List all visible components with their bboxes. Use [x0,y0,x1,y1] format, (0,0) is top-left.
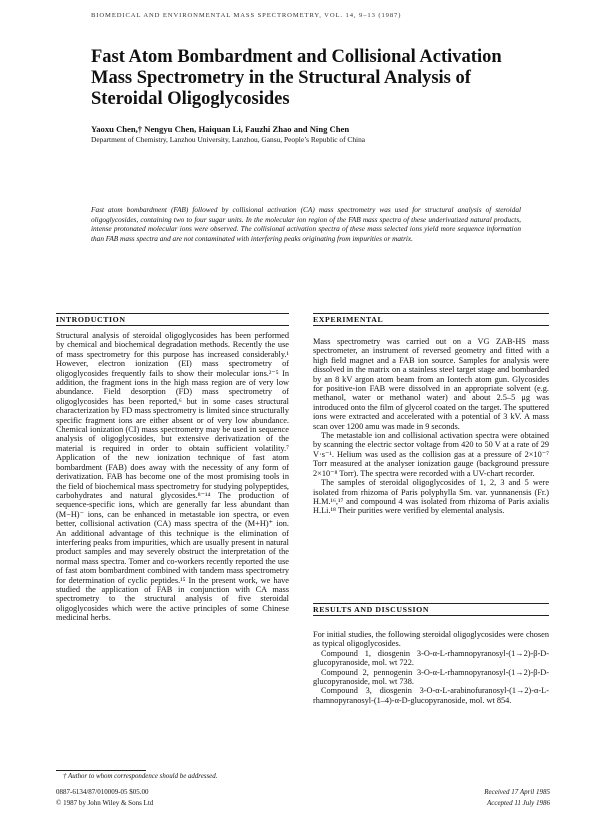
results-paragraph: Compound 2, pennogenin 3-O-α-L-rhamnopyranosyl-(1→2)-β-D-glucopyranoside, mol. wt 738. [313,667,549,687]
intro-body [56,331,289,755]
affiliation: Department of Chemistry, Lanzhou University, Lanzhou, Gansu, People’s Republic of China [91,135,366,144]
article-title: Fast Atom Bombardment and Collisional Activation Mass Spectrometry in the Structural Analysis of Steroidal Oligoglycosides [91,47,502,109]
results-body [313,630,549,788]
results-paragraph: Compound 1, diosgenin 3-O-α-L-rhamnopyranosyl-(1→2)-β-D-glucopyranoside, mol. wt 722. [313,648,549,668]
intro-paragraph: Structural analysis of steroidal oligoglycosides has been performed by chemical and biochemical degradation methods. Recently the use of mass spectrometry for this purpose has increased considerably.¹ However, electron ionization (EI) mass spectrometry of oligoglycosides frequently fails to show their molecular ions.²⁻⁵ In addition, the fragment ions in the high mass region are of very low abundance. Field desorption (FD) mass spectrometry of oligoglycosides has been reported,⁶ but in some cases structural characterization by FD mass spectrometry is limited since structurally specific fragment ions are either absent or of very low abundance. Chemical ionization (CI) mass spectrometry may be used in sequence analysis of oligoglycosides, but extensive derivatization of the material is required in order to obtain sufficient volatility.⁷ Application of the new ionization technique of fast atom bombardment (FAB) does away with the necessity of any form of derivatization. FAB has become one of the most promising tools in the field of biochemical mass spectrometry for studying polypeptides, carbohydrates and natural glycosides.⁸⁻¹⁴ The production of sequence-specific ions, which are generally far less abundant than (M−H)⁻ ions, can be enhanced in metastable ion spectra, or even better, collisional activation (CA) mass spectra of the (M+H)⁺ ion. An additional advantage of this technique is the elimination of interfering peaks from impurities, which are usually present in natural product samples and may severely obstruct the interpretation of the normal mass spectra. Tomer and co-workers recently reported the use of fast atom bombardment combined with tandem mass spectrometry for determination of cyclic peptides.¹⁵ In the present work, we have studied the application of FAB in conjunction with CA mass spectrometry to the structural analysis of five steroidal oligoglycosides which were the active principles of some Chinese medicinal herbs. [56,331,289,623]
footnote: † Author to whom correspondence should be addressed. [63,773,218,780]
experimental-paragraph: The samples of steroidal oligoglycosides of 1, 2, 3 and 5 were isolated from rhizoma of Paris polyphylla Sm. var. yunnanensis (Fr.) H.M.¹⁶,¹⁷ and compound 4 was isolated from rhizoma of Paris axialis H.Li.¹⁸ Their purities were verified by elemental analysis. [313,478,549,516]
copyright: © 1987 by John Wiley & Sons Ltd [56,799,154,807]
author-list: Yaoxu Chen,† Nengyu Chen, Haiquan Li, Fauzhi Zhao and Ning Chen [91,124,350,134]
experimental-top-rule [313,313,549,314]
abstract: Fast atom bombardment (FAB) followed by collisional activation (CA) mass spectrometry was used for structural analysis of steroidal oligoglycosides, containing two to four sugar units. In the molecular ion region of the FAB mass spectra of these underivatized natural products, intense protonated molecular ions were observed. The collisional activation spectra of these mass selected ions yield more sequence information than FAB mass spectra and are not contaminated with interfering peaks originating from impurities or matrix. [91,205,521,243]
footnote-rule [56,770,146,771]
received-date: Received 17 April 1985 [484,788,550,796]
experimental-heading: EXPERIMENTAL [313,315,384,324]
accepted-date: Accepted 11 July 1986 [486,799,550,807]
results-top-rule [313,603,549,604]
article-code: 0887-6134/87/010009-05 $05.00 [56,788,149,796]
experimental-paragraph: The metastable ion and collisional activation spectra were obtained by scanning the electric sector voltage from 420 to 50 V at a rate of 29 V·s⁻¹. Helium was used as the collision gas at a pressure of 2×10⁻⁷ Torr measured at the analyser ionization gauge (background pressure 2×10⁻⁸ Torr). The spectra were recorded with a UV-chart recorder. [313,431,549,478]
experimental-bottom-rule [313,325,549,326]
results-bottom-rule [313,615,549,616]
experimental-body [313,337,549,582]
experimental-paragraph: Mass spectrometry was carried out on a VG ZAB-HS mass spectrometer, an instrument of reversed geometry and fitted with a high field magnet and a FAB ion source. Samples for analysis were dissolved in the matrix on a stainless steel target stage and bombarded by an 8 kV argon atom beam from an Iontech atom gun. Glycosides for positive-ion FAB were dissolved in an appropriate solvent (e.g. methanol, water or methanol water) and about 2.5–5 μg was introduced onto the film of glycerol coated on the target. The sputtered ions were extracted and accelerated with a potential of 3 kV. A mass scan over 1200 amu was made in 9 seconds. [313,337,549,431]
intro-heading: INTRODUCTION [56,315,126,324]
results-paragraph: Compound 3, diosgenin 3-O-α-L-arabinofuranosyl-(1→2)-α-L-rhamnopyranosyl-(1–4)-α-D-glucopyranoside, mol. wt 854. [313,686,549,705]
results-heading: RESULTS AND DISCUSSION [313,605,430,614]
intro-bottom-rule [56,325,289,326]
results-paragraph: For initial studies, the following steroidal oligoglycosides were chosen as typical oligoglycosides. [313,630,549,649]
running-header: BIOMEDICAL AND ENVIRONMENTAL MASS SPECTROMETRY, VOL. 14, 9–13 (1987) [91,12,402,19]
intro-top-rule [56,313,289,314]
